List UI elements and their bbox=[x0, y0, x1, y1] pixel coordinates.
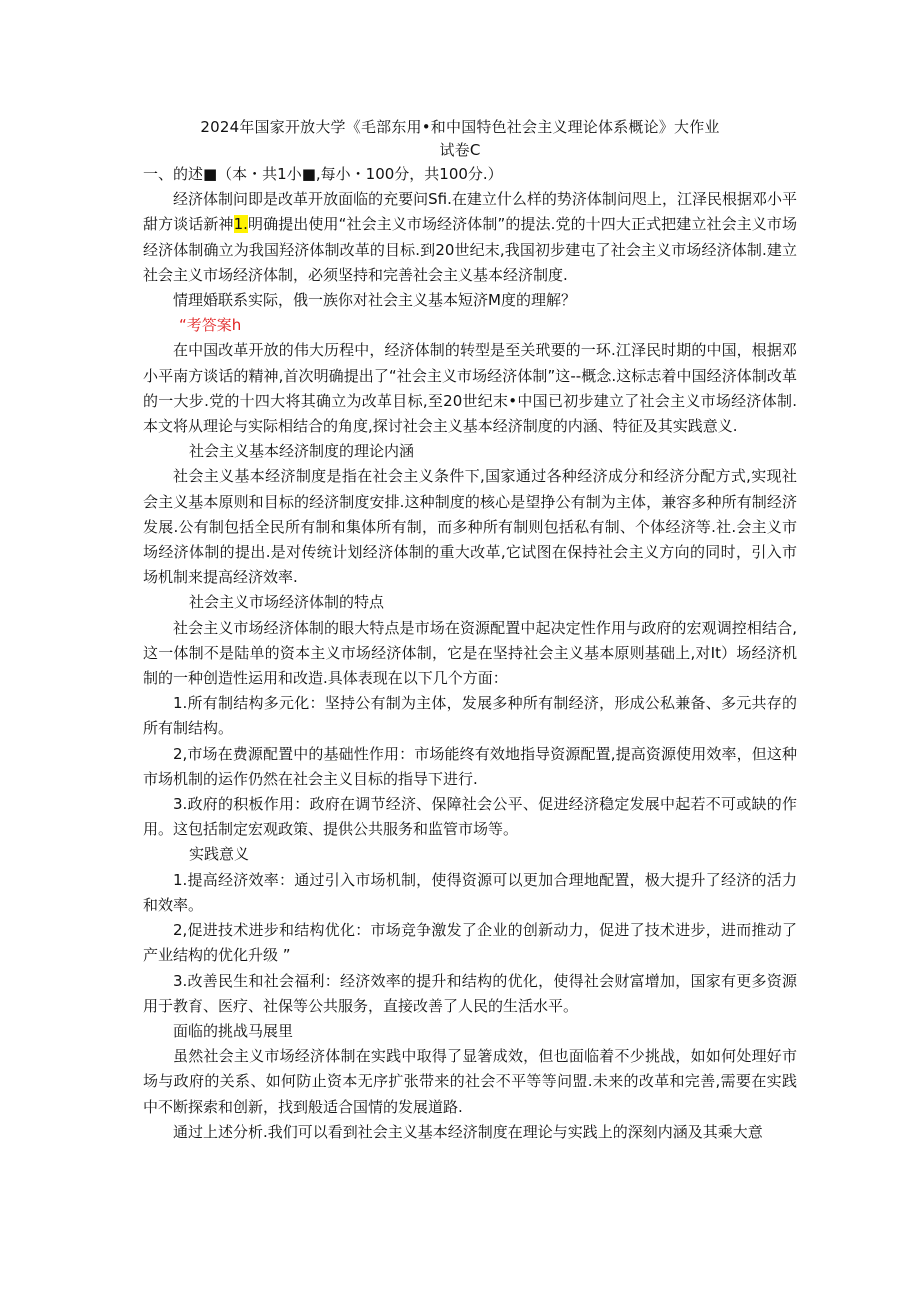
document-title: 2024年国家开放大学《毛部东用•和中国特色社会主义理论体系概论》大作业 bbox=[200, 118, 720, 136]
subheading-challenge: 面临的挑战马展里 bbox=[173, 1021, 294, 1040]
intro-text-a: 经济体制问即是改革开放面临的充要问Sfi.在建立什么样的势济体制问咫上，江泽民根据邓小平甜方谈话新神 bbox=[143, 190, 797, 234]
challenge-paragraph: 虽然社会主义市场经济体制在实践中取得了显箸成效，但也面临着不少挑战，如如何处理好市场与政府的关系、如何防止资本无序扩张带来的社会不平等等问盟.未来的改革和完善,需要在实践中不断探索和创新，找到般适合国情的发展道路. bbox=[143, 1047, 797, 1116]
practice-item-3: 3.改善民生和社会福利：经济效率的提升和结构的优化，使得社会财富增加，国家有更多资源用于教育、医疗、社保等公共服务，直接改善了人民的生活水平。 bbox=[143, 971, 797, 1015]
document-body bbox=[143, 162, 797, 1145]
feature-item-2: 2,市场在费源配置中的基础性作用：市场能终有效地指导资源配置,提高资源使用效率，但这种市场机制的运作仍然在社会主义目标的指导下进行. bbox=[143, 744, 797, 788]
features-paragraph: 社会主义市场经济体制的眼大特点是市场在资源配置中起决定性作用与政府的宏观调控相结合,这一体制不是陆单的资本主义市场经济体制，它是在坚持社会主义基本原则基础上,对It）场经济机制的一种创造性运用和改造.具体表现在以下几个方面： bbox=[143, 618, 797, 688]
subheading-theory: 社会主义基本经济制度的理论内涵 bbox=[189, 442, 415, 461]
practice-item-1: 1.提高经济效率：通过引入市场机制，使得资源可以更加合理地配置，极大提升了经济的活力和效率。 bbox=[143, 870, 797, 914]
intro-text-b: 明确提出使用“社会主义市场经济体制”的提法.党的十四大正式把建立社会主义市场经济体制确立为我国羟济体制改革的目标.到20世纪末,我国初步建屯了社会主义市场经济体制.建立社会主义市场经济体制，必须坚持和完善社会主义基本经济制度. bbox=[143, 215, 797, 284]
highlighted-text: 1. bbox=[233, 215, 248, 234]
subheading-practice: 实践意义 bbox=[189, 845, 250, 864]
conclusion-paragraph: 通过上述分析.我们可以看到社会主义基本经济制度在理论与实践上的深刻内涵及其乘大意 bbox=[173, 1122, 763, 1141]
intro-paragraph bbox=[143, 187, 797, 288]
subheading-features: 社会主义市场经济体制的特点 bbox=[189, 593, 385, 612]
answer-intro-paragraph: 在中国改革开放的伟大历程中，经济体制的转型是至关玳要的一环.江泽民时期的中国，根据邓小平南方谈话的精神,首次明确提出了“社会主义市场经济体制”这--概念.这标志着中国经济体制改革的一大步.党的十四大将其确立为改革目标,至20世纪末•中国已初步建立了社会主义市场经济体制.本文将从理论与实际相结合的角度,探讨社会主义基本经济制度的内涵、特征及其实践意义. bbox=[143, 341, 797, 436]
document-subtitle: 试卷C bbox=[439, 141, 481, 159]
section-heading: 一、的述■（本・共1小■,每小・100分，共100分.） bbox=[143, 165, 503, 183]
feature-item-3: 3.政府的积板作用：政府在调节经济、保障社会公平、促进经济稳定发展中起若不可或缺的作用。这包括制定宏观政策、提供公共服务和监管市场等。 bbox=[143, 795, 797, 839]
question-paragraph: 情理婚联系实际，俄一族你对社会主义基本短济M度的理解？ bbox=[173, 291, 576, 310]
theory-paragraph: 社会主义基本经济制度是指在社会主义条件下,国家通过各种经济成分和经济分配方式,实现社会主义基本原则和目标的经济制度安排.这种制度的核心是望挣公有制为主体，兼容多种所有制经济发展.公有制包括全民所有制和集体所有制，而多种所有制则包括私有制、个体经济等.社.会主义市场经济体制的提出.是对传统计划经济体制的重大改革,它试图在保持社会主义方向的同时，引入市场机制来提高经济效率. bbox=[143, 467, 797, 587]
practice-item-2: 2,促进技术进步和结构优化：市场竞争激发了企业的创新动力，促进了技术进步，进而推动了产业结构的优化升级 ” bbox=[143, 921, 797, 965]
answer-label: “考答案h bbox=[179, 316, 242, 335]
feature-item-1: 1.所有制结构多元化：坚持公有制为主体，发展多种所有制经济，形成公私兼备、多元共存的所有制结构。 bbox=[143, 694, 797, 738]
